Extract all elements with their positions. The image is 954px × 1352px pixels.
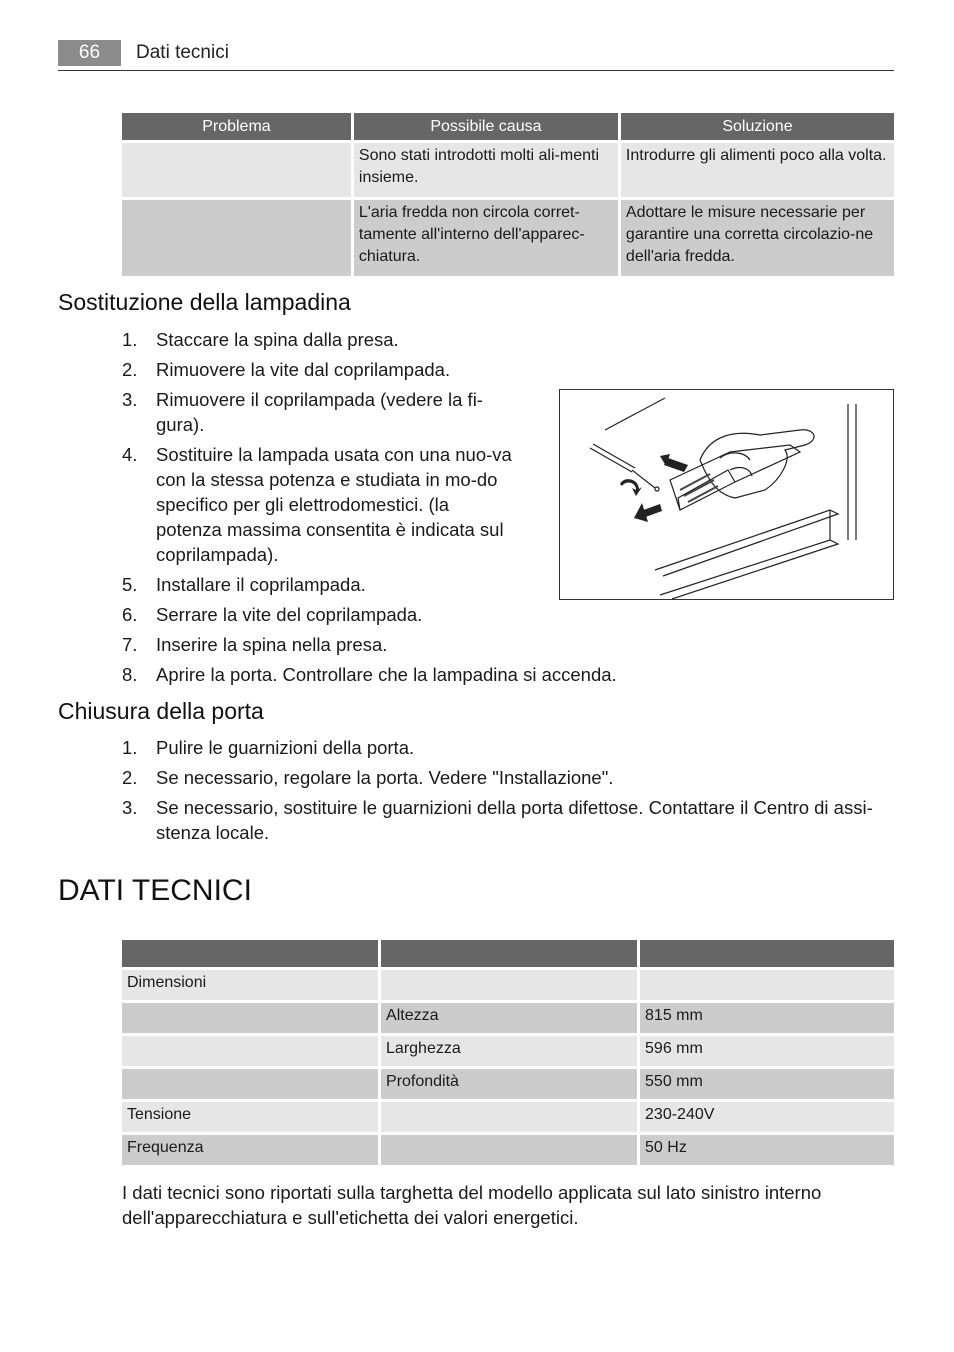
table-row bbox=[122, 1102, 894, 1132]
table-row bbox=[122, 1036, 894, 1066]
col-header-causa: Possibile causa bbox=[354, 113, 618, 140]
table-row bbox=[122, 1003, 894, 1033]
cell-causa: L'aria fredda non circola corret-tamente all'interno dell'apparec-chiatura. bbox=[354, 200, 618, 276]
table-row bbox=[122, 970, 894, 1000]
lamp-cover-illustration bbox=[559, 389, 894, 600]
cell-label: Dimensioni bbox=[122, 970, 378, 1000]
cell-value: 596 mm bbox=[640, 1036, 894, 1066]
lamp-steps-list bbox=[122, 327, 514, 572]
list-item: 3. Rimuovere il coprilampada (vedere la fi-gura). bbox=[122, 389, 483, 435]
table-row bbox=[122, 143, 894, 197]
table-row bbox=[122, 1069, 894, 1099]
table-row bbox=[122, 200, 894, 276]
cell-sublabel: Profondità bbox=[381, 1069, 637, 1099]
cell-soluzione: Introdurre gli alimenti poco alla volta. bbox=[621, 143, 894, 197]
door-section-title: Chiusura della porta bbox=[58, 698, 264, 724]
technical-data-table bbox=[119, 937, 897, 1168]
technical-data-title: DATI TECNICI bbox=[58, 874, 252, 907]
list-item: 5. Installare il coprilampada. bbox=[122, 574, 366, 595]
col-header-2 bbox=[381, 940, 637, 967]
lamp-section-title: Sostituzione della lampadina bbox=[58, 289, 351, 315]
cell-problema bbox=[122, 200, 351, 276]
door-steps-list bbox=[122, 735, 892, 850]
cell-label bbox=[122, 1003, 378, 1033]
col-header-3 bbox=[640, 940, 894, 967]
col-header-soluzione: Soluzione bbox=[621, 113, 894, 140]
cell-label: Frequenza bbox=[122, 1135, 378, 1165]
cell-problema bbox=[122, 143, 351, 197]
cell-label: Tensione bbox=[122, 1102, 378, 1132]
list-item: 4. Sostituire la lampada usata con una nuo-va con la stessa potenza e studiata in mo-do specifico per gli elettrodomestici. (la potenza massima consentita è indicata sul coprilampada). bbox=[122, 444, 512, 565]
list-item: 3. Se necessario, sostituire le guarnizioni della porta difettose. Contattare il Centro di assi-stenza locale. bbox=[122, 797, 873, 843]
running-header: Dati tecnici bbox=[136, 42, 229, 63]
lamp-cover-drawing bbox=[560, 390, 893, 599]
page-number: 66 bbox=[78, 42, 101, 63]
list-item: 2. Se necessario, regolare la porta. Vedere "Installazione". bbox=[122, 767, 614, 788]
cell-causa: Sono stati introdotti molti ali-menti insieme. bbox=[354, 143, 618, 197]
list-item: 2. Rimuovere la vite dal coprilampada. bbox=[122, 359, 451, 380]
cell-sublabel: Altezza bbox=[381, 1003, 637, 1033]
cell-sublabel: Larghezza bbox=[381, 1036, 637, 1066]
list-item: 6. Serrare la vite del coprilampada. bbox=[122, 604, 423, 625]
troubleshooting-table bbox=[119, 110, 897, 279]
cell-label bbox=[122, 1069, 378, 1099]
header-divider bbox=[58, 70, 894, 71]
cell-value: 815 mm bbox=[640, 1003, 894, 1033]
cell-value: 550 mm bbox=[640, 1069, 894, 1099]
list-item: 1. Staccare la spina dalla presa. bbox=[122, 329, 399, 350]
cell-soluzione: Adottare le misure necessarie per garantire una corretta circolazio-ne dell'aria fredda. bbox=[621, 200, 894, 276]
cell-value: 230-240V bbox=[640, 1102, 894, 1132]
technical-data-note: I dati tecnici sono riportati sulla targhetta del modello applicata sul lato sinistro interno dell'apparecchiatura e sull'etichetta dei valori energetici. bbox=[122, 1182, 822, 1228]
cell-label bbox=[122, 1036, 378, 1066]
col-header-1 bbox=[122, 940, 378, 967]
list-item: 7. Inserire la spina nella presa. bbox=[122, 634, 388, 655]
cell-value bbox=[640, 970, 894, 1000]
cell-sublabel bbox=[381, 1102, 637, 1132]
cell-value: 50 Hz bbox=[640, 1135, 894, 1165]
list-item: 8. Aprire la porta. Controllare che la lampadina si accenda. bbox=[122, 664, 617, 685]
col-header-problema: Problema bbox=[122, 113, 351, 140]
list-item: 1. Pulire le guarnizioni della porta. bbox=[122, 737, 415, 758]
cell-sublabel bbox=[381, 1135, 637, 1165]
table-row bbox=[122, 1135, 894, 1165]
cell-sublabel bbox=[381, 970, 637, 1000]
